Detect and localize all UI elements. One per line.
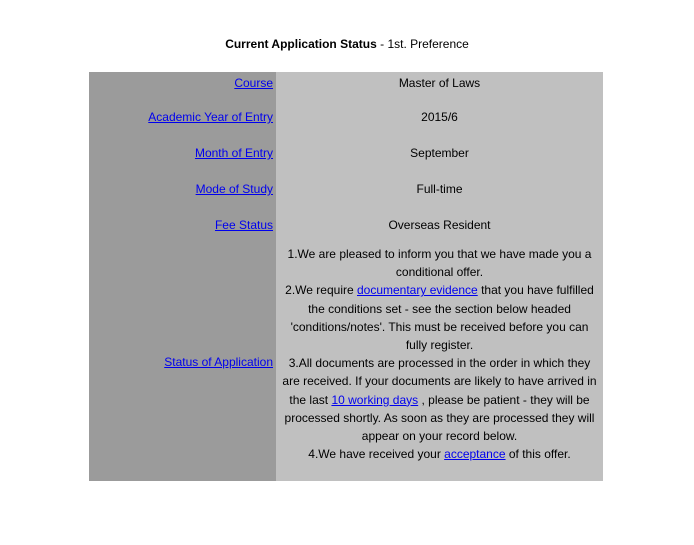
mode-of-study-value: Full-time	[276, 171, 603, 207]
status-point-3	[280, 354, 599, 445]
status-point-4	[280, 445, 599, 463]
status-of-application-link[interactable]: Status of Application	[164, 355, 273, 370]
month-of-entry-link[interactable]: Month of Entry	[194, 146, 273, 160]
table-row-fee-status	[89, 207, 603, 243]
label-cell	[89, 171, 276, 207]
acceptance-link[interactable]: acceptance	[444, 447, 506, 462]
label-cell	[89, 135, 276, 171]
application-status-table	[89, 72, 603, 481]
table-row-academic-year	[89, 99, 603, 135]
status-point-2-text: 2.We require	[285, 283, 357, 298]
month-of-entry-value: September	[276, 135, 603, 171]
status-message	[276, 243, 603, 481]
table-row-status-of-application	[89, 243, 603, 481]
course-link[interactable]: Course	[234, 76, 273, 90]
documentary-evidence-link[interactable]: documentary evidence	[356, 283, 478, 298]
label-cell	[89, 99, 276, 135]
label-cell	[89, 72, 276, 99]
label-cell	[89, 243, 276, 481]
page-title-main: Current Application Status	[225, 37, 377, 51]
academic-year-link[interactable]: Academic Year of Entry	[148, 110, 273, 124]
course-value: Master of Laws	[276, 72, 603, 99]
page-title-preference: 1st. Preference	[387, 37, 469, 51]
working-days-link[interactable]: 10 working days	[331, 392, 419, 407]
status-point-2-text-end: that you have fulfilled the conditions set - see the section below headed 'conditions/notes'. This must be received before you can fully register.	[290, 283, 594, 353]
status-point-3-text-end: , please be patient - they will be processed shortly. As soon as they are processed they will appear on your record below.	[284, 392, 595, 444]
table-row-course	[89, 72, 603, 99]
fee-status-link[interactable]: Fee Status	[214, 218, 273, 232]
status-point-4-text-end: of this offer.	[505, 447, 571, 462]
label-cell	[89, 207, 276, 243]
academic-year-value: 2015/6	[276, 99, 603, 135]
page-title	[0, 37, 694, 51]
status-point-1: 1.We are pleased to inform you that we have made you a conditional offer.	[287, 247, 592, 280]
status-point-2	[280, 281, 599, 354]
page-title-separator: -	[376, 37, 388, 51]
table-row-month-of-entry	[89, 135, 603, 171]
status-message-body	[276, 243, 603, 481]
status-point-4-text: 4.We have received your	[308, 447, 445, 462]
table-row-mode-of-study	[89, 171, 603, 207]
mode-of-study-link[interactable]: Mode of Study	[195, 182, 273, 196]
status-point-3-text: 3.All documents are processed in the order in which they are received. If your documents are likely to have arrived in the last	[282, 356, 597, 407]
fee-status-value: Overseas Resident	[276, 207, 603, 243]
